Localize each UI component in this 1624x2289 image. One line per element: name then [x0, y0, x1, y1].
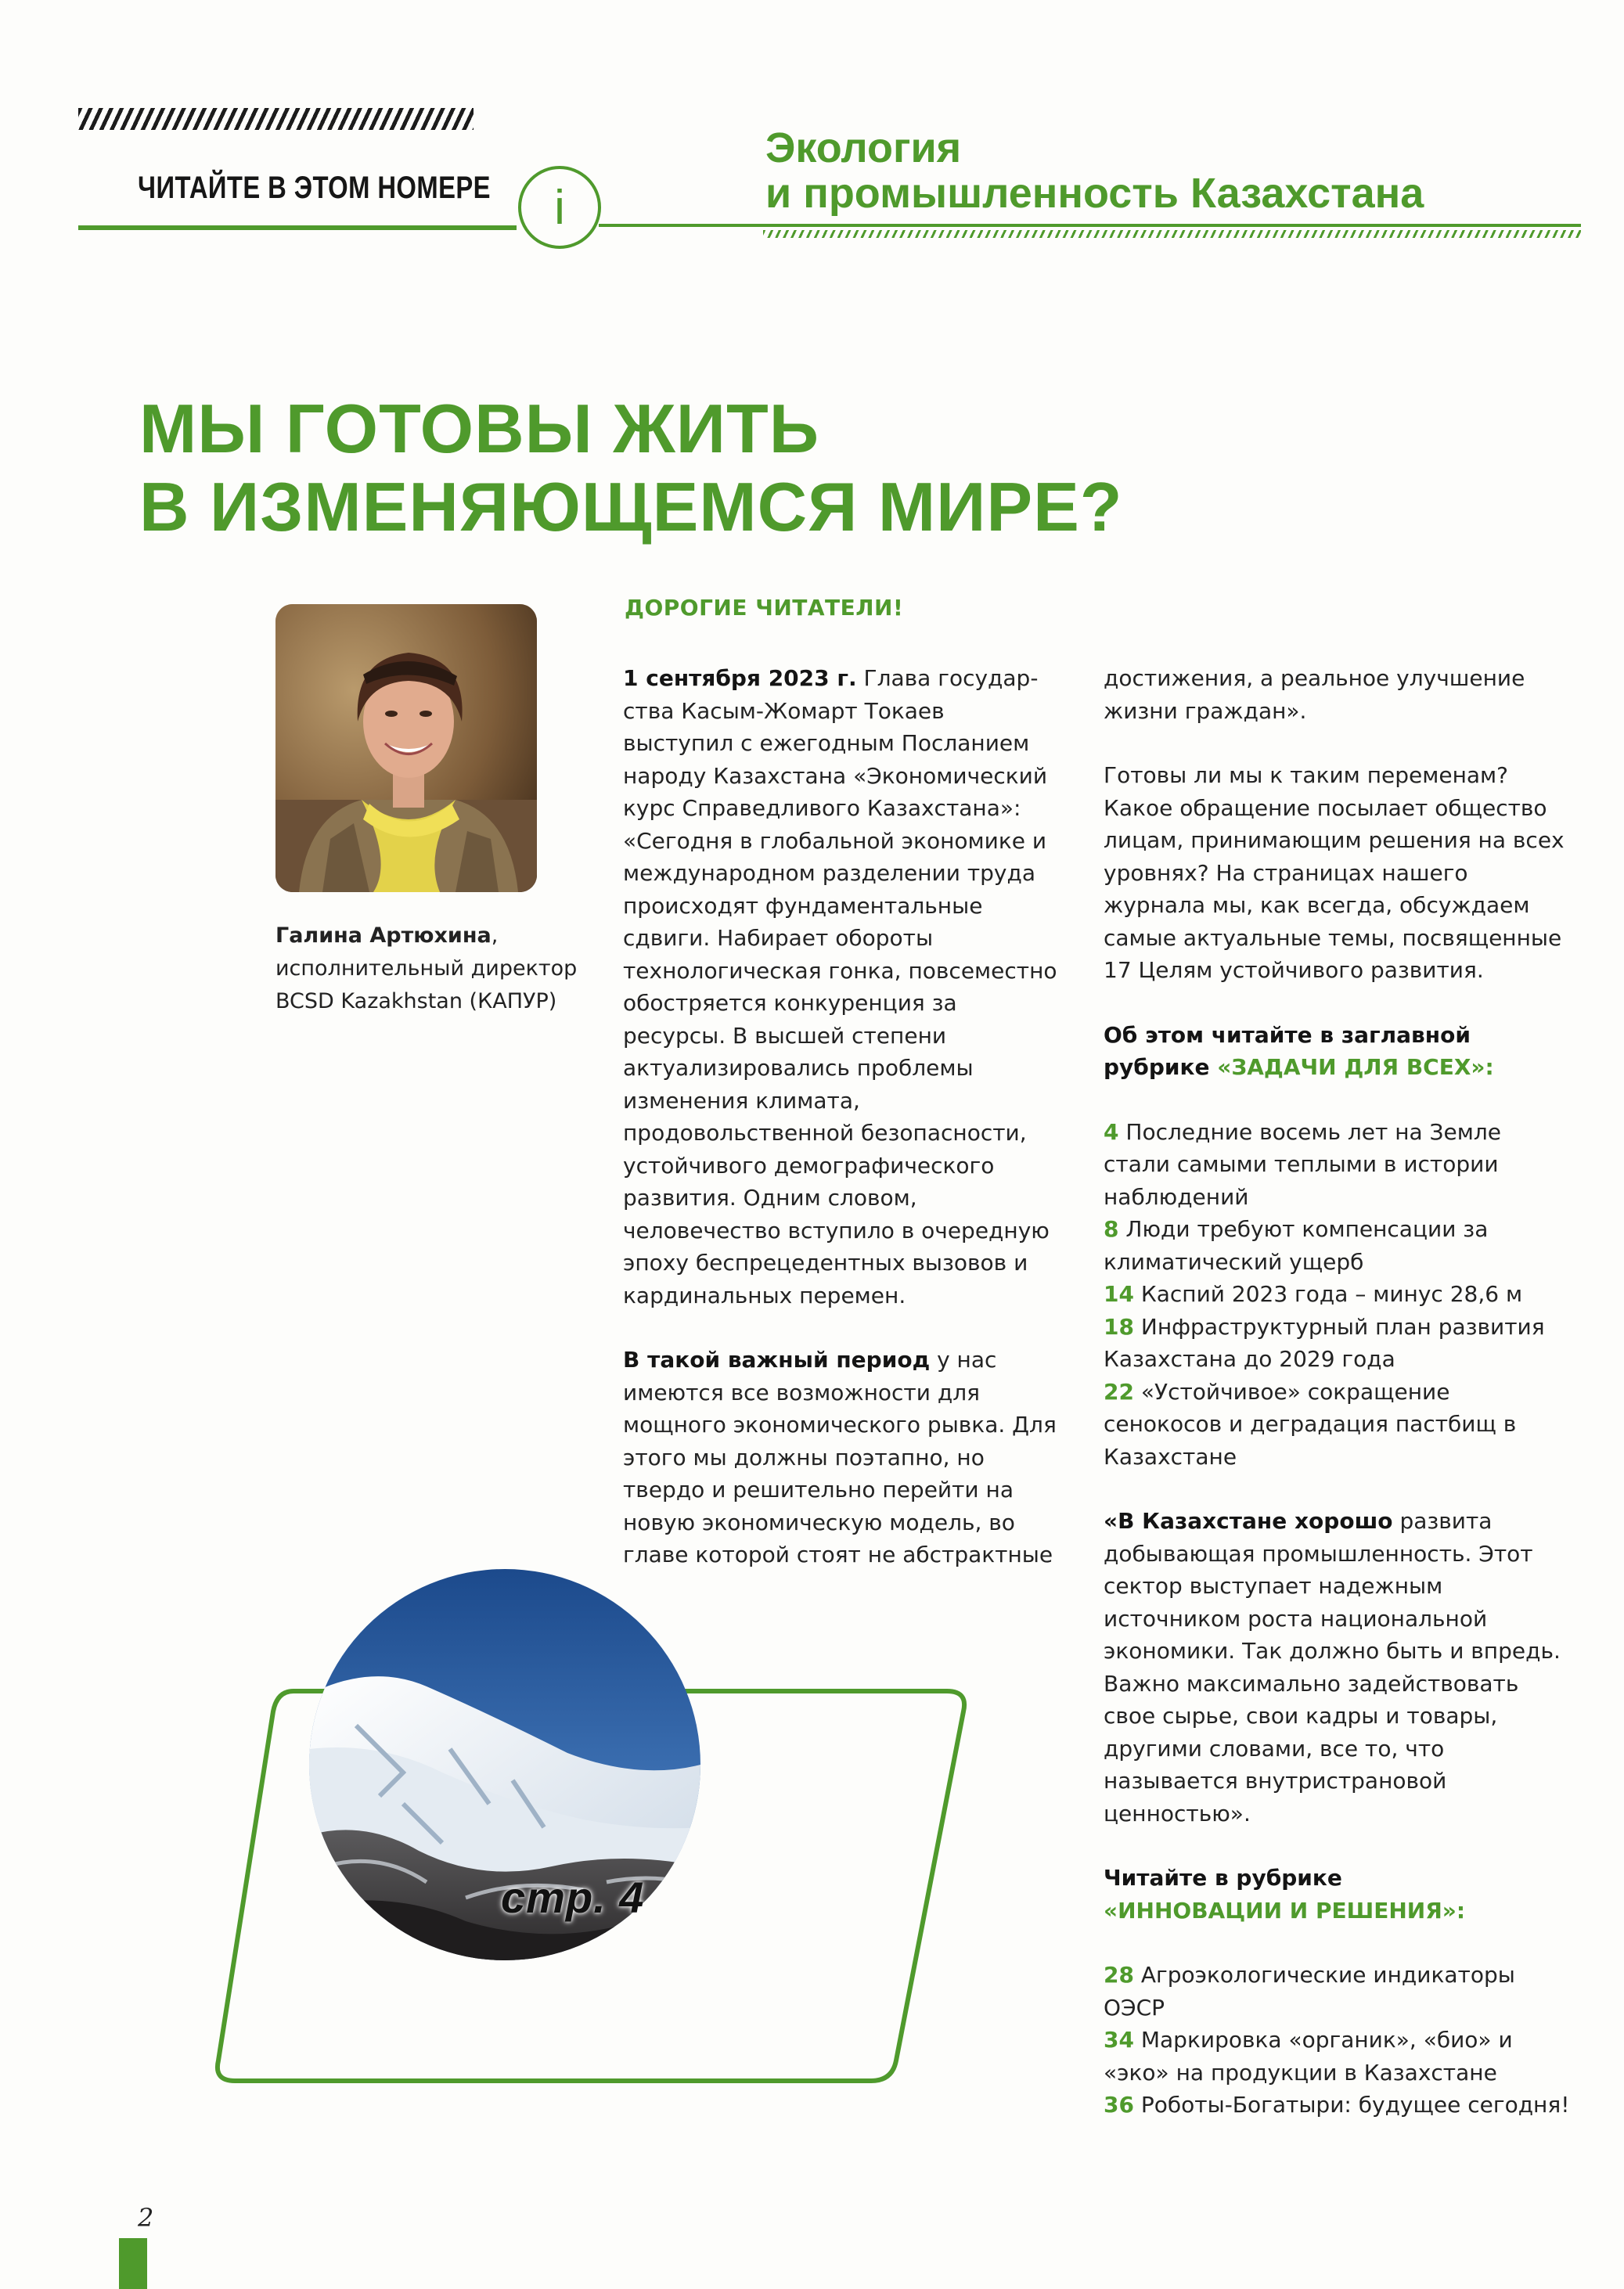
rubric-page-number: 4 [1104, 1118, 1119, 1145]
author-name-suffix: , [491, 923, 499, 948]
article-headline [139, 390, 1123, 546]
article-column-1 [623, 662, 1061, 1571]
rubric-list-item [1104, 1959, 1573, 2024]
info-icon [518, 166, 601, 249]
read-in-issue-label: ЧИТАЙТЕ В ЭТОМ НОМЕРЕ [138, 171, 491, 205]
rubric-name: «ЗАДАЧИ ДЛЯ ВСЕХ»: [1217, 1054, 1494, 1080]
greeting-heading: ДОРОГИЕ ЧИТАТЕЛИ! [625, 595, 904, 621]
header-rule-left [78, 225, 517, 230]
paragraph: достижения, а реальное улучшение жизни граждан». [1104, 665, 1525, 724]
rubric-list [1104, 1959, 1573, 2122]
paragraph-lead: В такой важный период [623, 1347, 931, 1373]
rubric-list-item [1104, 1116, 1573, 1214]
rubric-item-text: Агроэкологические индикаторы ОЭСР [1104, 1962, 1515, 2021]
rubric-intro [1104, 1862, 1573, 1895]
paragraph [623, 662, 1061, 1312]
quote-text: развита добывающая промышленность. Этот сектор выступает надежным источником роста национальной экономики. Так должно быть и впредь. Важно максимально задействовать свое сырье, свои кадры и товары, другими словами, все то, что называется внутристрановой ценностью». [1104, 1508, 1561, 1827]
headline-line1: МЫ ГОТОВЫ ЖИТЬ [139, 390, 820, 467]
rubric-intro-text: Об этом читайте в заглавной рубрике [1104, 1021, 1471, 1080]
header-hatch-decoration-right [763, 230, 1581, 238]
headline-line2: В ИЗМЕНЯЮЩЕМСЯ МИРЕ? [139, 468, 1123, 545]
rubric-item-text: Инфраструктурный план развития Казахстана до 2029 года [1104, 1313, 1545, 1372]
rubric-list-item [1104, 1376, 1573, 1474]
paragraph: Готовы ли мы к таким переменам? Какое обращение посылает общество лицам, принимающим решения на всех уровнях? На страницах нашего журнала мы, как всегда, обсуждаем самые актуальные темы, посвященные 17 Целям устойчивого развития. [1104, 762, 1565, 983]
quote [1104, 1505, 1573, 1830]
rubric-page-number: 8 [1104, 1216, 1119, 1242]
rubric-item-text: Каспий 2023 года – минус 28,6 м [1133, 1281, 1523, 1307]
rubric-list-item [1104, 2024, 1573, 2089]
header-hatch-decoration [78, 108, 474, 130]
author-name: Галина Артюхина [275, 923, 492, 948]
rubric-page-number: 34 [1104, 2027, 1134, 2053]
rubric-list-item [1104, 2089, 1573, 2122]
rubric-page-number: 22 [1104, 1378, 1134, 1405]
rubric-intro-text: Читайте в рубрике [1104, 1865, 1342, 1891]
quote-lead: «В Казахстане хорошо [1104, 1508, 1393, 1534]
header-rule-right [599, 224, 1581, 227]
rubric-page-number: 28 [1104, 1962, 1134, 1988]
rubric-name: «ИННОВАЦИИ И РЕШЕНИЯ»: [1104, 1897, 1466, 1924]
page-marker-bar [119, 2238, 147, 2289]
info-glyph: i [554, 180, 565, 235]
paragraph-lead: 1 сентября 2023 г. [623, 665, 857, 691]
rubric-list-item [1104, 1278, 1573, 1311]
author-portrait [275, 604, 537, 892]
section-title-line1: Экология [765, 124, 962, 171]
author-caption [275, 920, 577, 1018]
rubric-item-text: Последние восемь лет на Земле стали самыми теплыми в истории наблюдений [1104, 1118, 1501, 1210]
paragraph [623, 1344, 1061, 1571]
rubric-page-number: 14 [1104, 1281, 1134, 1307]
author-role-line2: BCSD Kazakhstan (КАПУР) [275, 989, 557, 1013]
section-title [765, 125, 1424, 216]
rubric-intro [1104, 1019, 1573, 1084]
paragraph-text: Глава государ-ства Касым-Жомарт Токаев выступил с ежегодным Посланием народу Казахстана «Экономический курс Справедливого Казахстана»: «Сегодня в глобальной экономике и международном разделении труда происходят фундаментальные сдвиги. Набирает обороты технологическая гонка, повсеместно обостряется конкуренция за ресурсы. В высшей степени актуализировались проблемы изменения климата, продовольственной безопасности, устойчивого демографического развития. Одним словом, человечество вступило в очередную эпоху беспрецедентных вызовов и кардинальных перемен. [623, 665, 1057, 1308]
rubric-list-item [1104, 1213, 1573, 1278]
rubric-item-text: Маркировка «органик», «био» и «эко» на продукции в Казахстане [1104, 2027, 1513, 2086]
page-reference-label: стр. 4 [501, 1873, 645, 1922]
rubric-list [1104, 1116, 1573, 1474]
portrait-illustration [275, 604, 537, 892]
rubric-page-number: 36 [1104, 2092, 1134, 2118]
page-number: 2 [138, 2203, 154, 2233]
rubric-item-text: «Устойчивое» сокращение сенокосов и деградация пастбищ в Казахстане [1104, 1378, 1517, 1470]
section-title-line2: и промышленность Казахстана [765, 170, 1424, 217]
rubric-list-item [1104, 1311, 1573, 1376]
rubric-page-number: 18 [1104, 1313, 1134, 1340]
rubric-item-text: Люди требуют компенсации за климатический ущерб [1104, 1216, 1489, 1275]
article-column-2 [1104, 662, 1573, 2122]
rubric-item-text: Роботы-Богатыри: будущее сегодня! [1133, 2092, 1570, 2118]
rubric-name-line [1104, 1895, 1573, 1927]
paragraph-text: у нас имеются все возможности для мощного экономического рывка. Для этого мы должны поэтапно, но твердо и решительно перейти на новую экономическую модель, во главе которой стоят не абстрактные [623, 1347, 1057, 1567]
author-role-line1: исполнительный директор [275, 956, 578, 981]
